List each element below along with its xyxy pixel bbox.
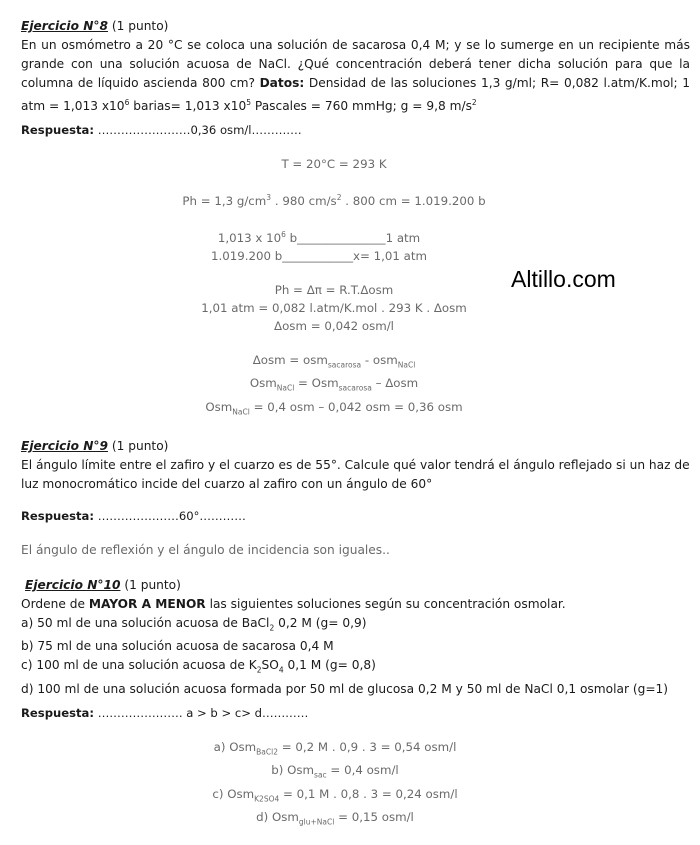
exercise-9: [21, 437, 690, 494]
exercise-9-solution: El ángulo de reflexión y el ángulo de incidencia son iguales..: [21, 543, 390, 557]
answer-label: Respuesta:: [21, 509, 95, 523]
exercise-8-answer: [21, 123, 302, 137]
exercise-10-intro: Ordene de MAYOR A MENOR las siguientes soluciones según su concentración osmolar.: [21, 597, 566, 611]
work-line: Osm$_{NaCl}$ = Osm$_{sacarosa}$ – Δosm: [249, 376, 419, 393]
statement-text: Densidad de las soluciones 1,3 g/ml; R= 0,082 l.atm/K.mol; 1 atm = 1,013 x10: [21, 76, 690, 114]
exercise-9-title: Ejercicio N°9: [21, 439, 108, 453]
exercise-10-answer: [21, 706, 308, 720]
work-line: 1,01 atm = 0,082 l.atm/K.mol . 293 K . Δosm: [201, 300, 467, 315]
exercise-10-points: (1 punto): [120, 578, 181, 592]
work-line: Δosm = osm$_{sacarosa}$ - osm$_{NaCl}$: [252, 352, 416, 370]
exercise-9-heading: [21, 437, 690, 456]
exponent: 6: [124, 98, 130, 107]
exponent: 2: [471, 98, 477, 107]
work-line: a) Osm$_{BaCl2}$ = 0,2 M . 0,9 . 3 = 0,54 osm/l: [213, 740, 457, 757]
exercise-10: [21, 576, 690, 699]
option-d: d) 100 ml de una solución acuosa formada por 50 ml de glucosa 0,2 M y 50 ml de NaCl 0,1 osmolar (g=1): [21, 681, 669, 696]
answer-label: Respuesta:: [21, 706, 95, 720]
work-line: Δosm = 0,042 osm/l: [274, 318, 394, 333]
exercise-9-answer: [21, 509, 246, 523]
option-c: c) 100 ml de una solución acuosa de $K_2SO_4$ 0,1 M (g= 0,8): [21, 658, 376, 675]
exercise-8-heading: [21, 17, 690, 36]
exponent: 5: [246, 98, 252, 107]
answer-value: …………………60°…………: [94, 509, 246, 523]
exercise-10-solution: [0, 738, 670, 831]
statement-text: Pascales = 760 mmHg; g = 9,8 m/s: [251, 99, 472, 114]
exercise-10-title: Ejercicio N°10: [25, 578, 121, 592]
answer-value: …………………. a > b > c> d…………: [94, 706, 309, 720]
work-line: 1.019.200 b____________x= 1,01 atm: [210, 248, 428, 263]
work-line: c) Osm$_{K2SO4}$ = 0,1 M . 0,8 . 3 = 0,24 osm/l: [212, 786, 458, 804]
work-line: Ph = Δπ = R.T.Δosm: [274, 282, 394, 297]
exercise-8-statement: [21, 36, 690, 116]
answer-value: ……………………0,36 osm/l………….: [94, 123, 302, 137]
exercise-8-points: (1 punto): [107, 19, 169, 33]
work-line: T = 20°C = 293 K: [281, 157, 387, 171]
exercise-8: [21, 17, 690, 116]
work-line: 1,013 x $10^6$ b_______________1 atm: [217, 229, 421, 245]
exercise-8-title: Ejercicio N°8: [21, 19, 108, 33]
site-logo: Altillo.com: [511, 266, 616, 292]
option-a: a) 50 ml de una solución acuosa de BaCl$_2$ 0,2 M (g= 0,9): [21, 616, 367, 633]
statement-text: barias= 1,013 x10: [129, 99, 247, 114]
exercise-10-heading: [25, 576, 690, 595]
exercise-9-points: (1 punto): [107, 439, 169, 453]
answer-label: Respuesta:: [21, 123, 95, 137]
datos-label: Datos:: [259, 76, 305, 90]
option-b: b) 75 ml de una solución acuosa de sacarosa 0,4 M: [21, 639, 334, 654]
exercise-9-statement: El ángulo límite entre el zafiro y el cuarzo es de 55°. Calcule qué valor tendrá el ángulo reflejado si un haz de luz monocromático incide del cuarzo al zafiro con un ángulo de 60°: [21, 458, 690, 491]
statement-text: En un osmómetro a 20 °C se coloca una solución de sacarosa 0,4 M; y se lo sumerge en un recipiente más grande con una solución acuosa de NaCl. ¿Qué concentración deberá tener dicha solución para que la columna de líquido ascienda 800 cm?: [21, 38, 690, 90]
work-line: Ph = 1,3 $g/cm^3$ . 980 $cm/s^2$ . 800 cm = 1.019.200 b: [182, 193, 486, 208]
exercise-10-options: [21, 614, 690, 699]
work-line: b) Osm$_{sac}$ = 0,4 osm/l: [271, 763, 399, 780]
work-line: Osm$_{NaCl}$ = 0,4 osm – 0,042 osm = 0,36 osm: [205, 399, 463, 416]
work-line: d) Osm$_{glu+NaCl}$ = 0,15 osm/l: [256, 810, 414, 827]
